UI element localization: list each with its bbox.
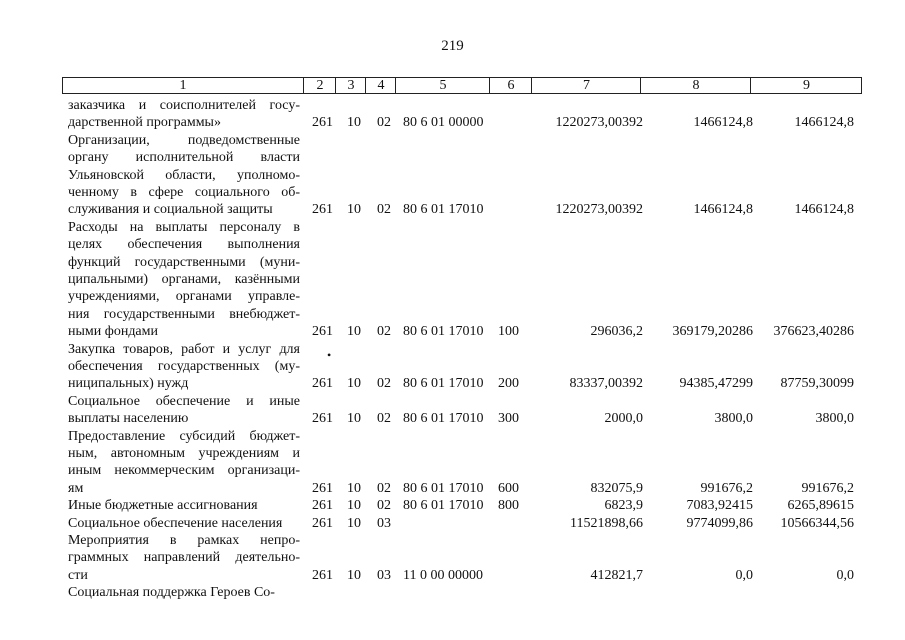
- cell-col-9: 1466124,8: [794, 202, 854, 218]
- cell-col-6: 300: [498, 411, 519, 427]
- cell-col-9: 991676,2: [801, 480, 854, 496]
- cell-col-7: 1220273,00392: [555, 202, 643, 218]
- header-cell: 6: [489, 78, 532, 93]
- cell-col-3: 10: [347, 515, 361, 531]
- cell-col-8: 94385,47299: [679, 376, 753, 392]
- row-description-line: заказчика и соисполнителей госу-: [68, 98, 300, 113]
- cell-col-8: 3800,0: [714, 411, 753, 427]
- cell-col-5: 80 6 01 17010: [403, 376, 484, 392]
- cell-col-7: 1220273,00392: [555, 115, 643, 131]
- row-description-line: ния государственными внебюджет-: [68, 306, 300, 322]
- cell-col-8: 7083,92415: [686, 498, 753, 514]
- cell-col-7: 6823,9: [604, 498, 643, 514]
- cell-col-5: 80 6 01 17010: [403, 498, 484, 514]
- row-description-line: обеспечения государственных (му-: [68, 359, 300, 374]
- cell-col-8: 369179,20286: [672, 324, 753, 340]
- cell-col-9: 1466124,8: [794, 115, 854, 131]
- cell-col-2: 261: [312, 411, 333, 427]
- cell-col-2: 261: [312, 324, 333, 340]
- cell-col-8: 1466124,8: [693, 115, 753, 131]
- cell-col-5: 80 6 01 17010: [403, 202, 484, 218]
- cell-col-8: 991676,2: [700, 480, 753, 496]
- cell-col-8: 1466124,8: [693, 202, 753, 218]
- cell-col-8: 0,0: [735, 567, 753, 583]
- cell-col-5: 80 6 01 00000: [403, 115, 484, 131]
- cell-col-8: 9774099,86: [686, 515, 753, 531]
- row-description-line: ными фондами: [68, 324, 159, 340]
- cell-col-2: 261: [312, 480, 333, 496]
- cell-col-5: 80 6 01 17010: [403, 411, 484, 427]
- row-description-line: Закупка товаров, работ и услуг для: [68, 341, 300, 357]
- row-description-line: функций государственными (муни-: [68, 254, 300, 270]
- scan-speck: •: [327, 348, 332, 362]
- row-description-line: ченному в сфере социального об-: [68, 185, 300, 200]
- cell-col-6: 200: [498, 376, 519, 392]
- cell-col-7: 2000,0: [604, 411, 643, 427]
- cell-col-4: 02: [377, 411, 391, 427]
- row-description-line: ям: [68, 480, 84, 496]
- cell-col-5: 80 6 01 17010: [403, 324, 484, 340]
- cell-col-2: 261: [312, 567, 333, 583]
- cell-col-9: 6265,89615: [787, 498, 854, 514]
- row-description-line: дарственной программы»: [68, 115, 221, 131]
- page-number: 219: [441, 38, 464, 54]
- cell-col-6: 600: [498, 480, 519, 496]
- cell-col-4: 03: [377, 515, 391, 531]
- cell-col-5: 11 0 00 00000: [403, 567, 483, 583]
- row-description-line: служивания и социальной защиты: [68, 202, 273, 218]
- cell-col-2: 261: [312, 376, 333, 392]
- cell-col-3: 10: [347, 324, 361, 340]
- cell-col-4: 02: [377, 115, 391, 131]
- cell-col-9: 3800,0: [815, 411, 854, 427]
- cell-col-3: 10: [347, 115, 361, 131]
- cell-col-3: 10: [347, 202, 361, 218]
- cell-col-3: 10: [347, 567, 361, 583]
- cell-col-6: 100: [498, 324, 519, 340]
- row-description-line: Иные бюджетные ассигнования: [68, 498, 258, 514]
- cell-col-3: 10: [347, 498, 361, 514]
- row-description-line: целях обеспечения выполнения: [68, 237, 300, 253]
- cell-col-7: 296036,2: [590, 324, 643, 340]
- cell-col-7: 11521898,66: [570, 515, 643, 531]
- row-description-line: органу исполнительной власти: [68, 150, 300, 166]
- cell-col-2: 261: [312, 115, 333, 131]
- row-description-line: Ульяновской области, уполномо-: [68, 167, 300, 183]
- header-cell: 9: [750, 78, 862, 93]
- cell-col-3: 10: [347, 480, 361, 496]
- cell-col-4: 03: [377, 567, 391, 583]
- cell-col-9: 0,0: [836, 567, 854, 583]
- cell-col-9: 10566344,56: [780, 515, 854, 531]
- cell-col-3: 10: [347, 411, 361, 427]
- header-cell: 1: [179, 78, 187, 93]
- row-description-line: Социальное обеспечение и иные: [68, 393, 300, 409]
- cell-col-4: 02: [377, 480, 391, 496]
- row-description-line: Организации, подведомственные: [68, 132, 300, 148]
- header-cell: 5: [395, 78, 490, 93]
- cell-col-4: 02: [377, 376, 391, 392]
- cell-col-7: 832075,9: [590, 480, 643, 496]
- header-cell: 2: [303, 78, 336, 93]
- cell-col-6: 800: [498, 498, 519, 514]
- row-description-line: Мероприятия в рамках непро-: [68, 533, 300, 548]
- cell-col-9: 87759,30099: [780, 376, 854, 392]
- row-description-line: выплаты населению: [68, 411, 189, 427]
- header-cell: 4: [365, 78, 396, 93]
- cell-col-9: 376623,40286: [773, 324, 854, 340]
- row-description-line: ниципальных) нужд: [68, 376, 189, 392]
- cell-col-4: 02: [377, 202, 391, 218]
- table-header-row: [62, 77, 862, 94]
- row-description-line: Социальная поддержка Героев Со-: [68, 585, 275, 601]
- cell-col-2: 261: [312, 202, 333, 218]
- cell-col-5: 80 6 01 17010: [403, 480, 484, 496]
- cell-col-7: 83337,00392: [569, 376, 643, 392]
- row-description-line: граммных направлений деятельно-: [68, 550, 300, 566]
- row-description-line: ным, автономным учреждениям и: [68, 446, 300, 461]
- row-description-line: сти: [68, 567, 88, 583]
- cell-col-4: 02: [377, 324, 391, 340]
- cell-col-3: 10: [347, 376, 361, 392]
- row-description-line: ципальными) органами, казёнными: [68, 272, 300, 287]
- cell-col-4: 02: [377, 498, 391, 514]
- row-description-line: Расходы на выплаты персоналу в: [68, 219, 300, 235]
- cell-col-7: 412821,7: [590, 567, 643, 583]
- header-cell: 7: [531, 78, 641, 93]
- header-cell: 3: [335, 78, 366, 93]
- cell-col-2: 261: [312, 515, 333, 531]
- row-description-line: Социальное обеспечение населения: [68, 515, 283, 531]
- cell-col-2: 261: [312, 498, 333, 514]
- header-cell: 8: [640, 78, 751, 93]
- row-description-line: учреждениями, органами управле-: [68, 289, 300, 305]
- row-description-line: иным некоммерческим организаци-: [68, 463, 300, 479]
- row-description-line: Предоставление субсидий бюджет-: [68, 428, 300, 444]
